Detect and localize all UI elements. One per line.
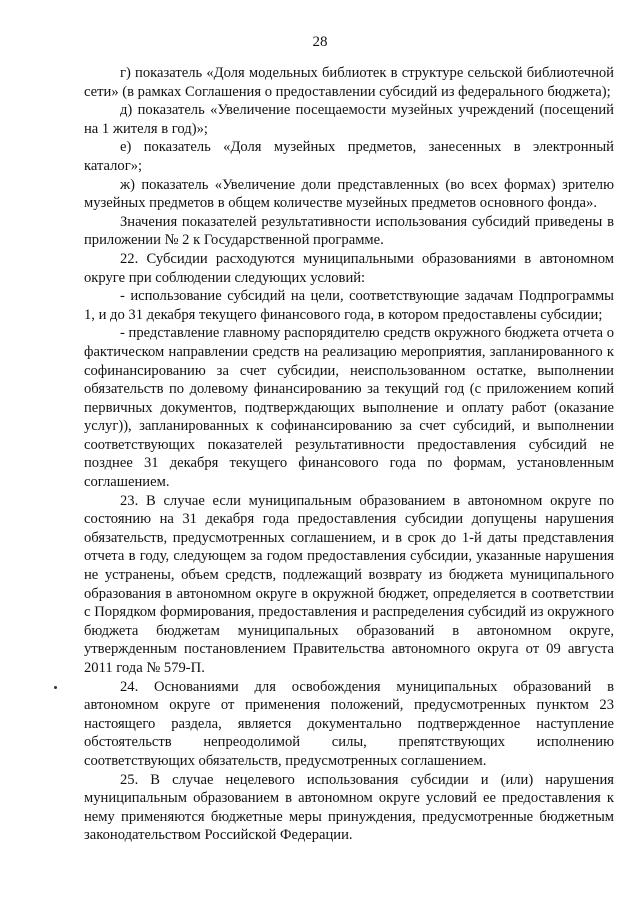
paragraph-indicator-e: е) показатель «Доля музейных предметов, занесенных в электронный каталог»;	[84, 139, 614, 174]
page-number: 28	[312, 34, 328, 50]
paragraph-clause-25: 25. В случае нецелевого использования субсидии и (или) нарушения муниципальным образованием в автономном округе условий ее предоставления к нему применяются бюджетные меры принуждения, предусмотренные бюджетным законодательством Российской Федерации.	[84, 771, 614, 844]
margin-dot	[54, 686, 57, 689]
paragraph-clause-23: 23. В случае если муниципальным образованием в автономном округе по состоянию на 31 декабря года предоставления субсидии допущены нарушения обязательств, предусмотренных соглашением, и в срок до 1-й даты представления отчета в году, следующем за годом предоставления субсидии, указанные нарушения не устранены, объем средств, подлежащий возврату из бюджета муниципального образования в автономном округе в окружной бюджет, определяется в соответствии с Порядком формирования, предоставления и распределения субсидий из окружного бюджета бюджетам муниципальных образований в автономном округе, утвержденным постановлением Правительства автономного округа от 09 августа 2011 года № 579-П.	[84, 492, 614, 676]
paragraph-indicator-d: д) показатель «Увеличение посещаемости музейных учреждений (посещений на 1 жителя в год)»;	[84, 102, 614, 137]
document-body	[84, 64, 614, 845]
paragraph-indicator-values: Значения показателей результативности использования субсидий приведены в приложении № 2 к Государственной программе.	[84, 213, 614, 249]
paragraph-indicator-g: г) показатель «Доля модельных библиотек в структуре сельской библиотечной сети» (в рамках Соглашения о предоставлении субсидий из федерального бюджета);	[84, 65, 614, 100]
paragraph-indicator-zh: ж) показатель «Увеличение доли представленных (во всех формах) зрителю музейных предметов в общем количестве музейных предметов основного фонда».	[84, 176, 614, 212]
paragraph-condition-2: - представление главному распорядителю средств окружного бюджета отчета о фактическом направлении средств на реализацию мероприятия, запланированного к софинансированию за счет субсидии, неиспользованном остатке, выполнении обязательств по долевому финансированию за текущий год (с приложением копий первичных документов, подтверждающих выполнение и оплату работ (оказание услуг)), запланированных к софинансированию за счет субсидий, и выполнении соответствующих показателей результативности предоставления субсидий не позднее 31 декабря текущего финансового года по формам, установленным соглашением.	[84, 325, 614, 491]
paragraph-clause-24: 24. Основаниями для освобождения муниципальных образований в автономном округе от применения положений, предусмотренных пунктом 23 настоящего раздела, является документально подтвержденное наступление обстоятельств непреодолимой силы, препятствующих исполнению соответствующих обязательств, предусмотренных соглашением.	[84, 678, 614, 769]
paragraph-condition-1: - использование субсидий на цели, соответствующие задачам Подпрограммы 1, и до 31 декабря текущего финансового года, в котором предоставлены субсидии;	[84, 288, 614, 323]
paragraph-clause-22: 22. Субсидии расходуются муниципальными образованиями в автономном округе при соблюдении следующих условий:	[84, 250, 614, 286]
